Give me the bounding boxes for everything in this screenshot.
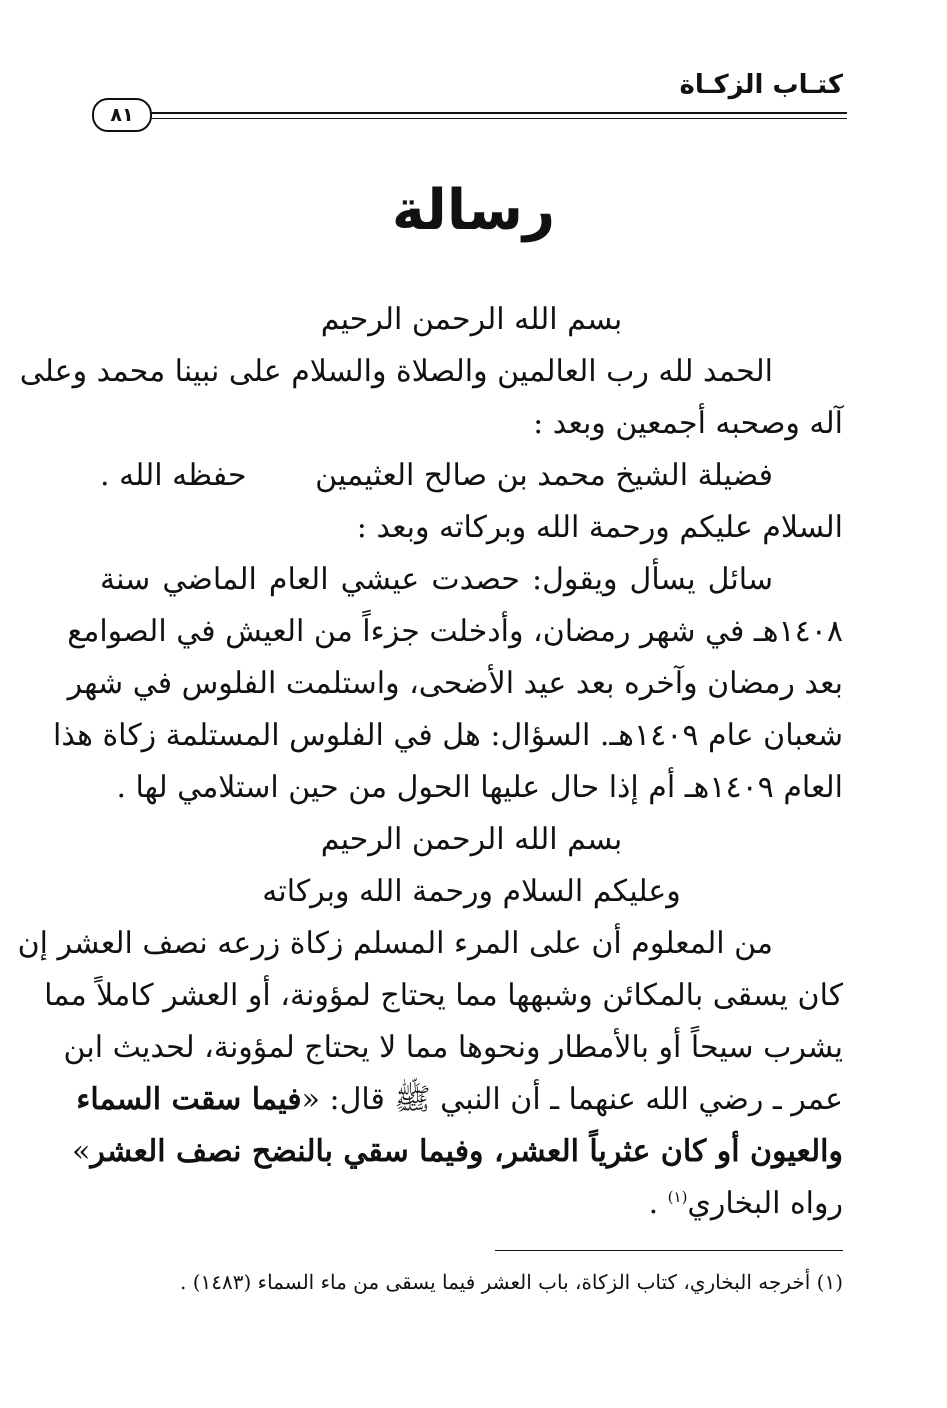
- narration-line: [100, 1178, 843, 1230]
- question-greeting: السلام عليكم ورحمة الله وبركاته وبعد :: [356, 510, 843, 545]
- section-title: رسالة: [391, 178, 556, 243]
- answer-line: كان يسقى بالمكائن وشبهها مما يحتاج لمؤونة، أو العشر كاملاً مما: [44, 978, 843, 1013]
- page-body: [17, 294, 843, 1230]
- question-body-line: سائل يسأل ويقول: حصدت عيشي العام الماضي سنة: [100, 562, 773, 597]
- answer-line: من المعلوم أن على المرء المسلم زكاة زرعه نصف العشر إن: [17, 926, 773, 961]
- question-body-line: شعبان عام ١٤٠٩هـ. السؤال: هل في الفلوس المستلمة زكاة هذا: [53, 718, 843, 753]
- answer-hadith-line: [71, 1126, 843, 1178]
- answer-basmala: بسم الله الرحمن الرحيم: [320, 822, 623, 857]
- question-body-line: بعد رمضان وآخره بعد عيد الأضحى، واستلمت الفلوس في شهر: [67, 666, 843, 701]
- hadith-text: والعيون أو كان عثرياً العشر، وفيما سقي بالنضح نصف العشر: [90, 1134, 843, 1169]
- answer-line: يشرب سيحاً أو بالأمطار ونحوها مما لا يحتاج لمؤونة، لحديث ابن: [63, 1030, 843, 1065]
- sheikh-name: فضيلة الشيخ محمد بن صالح العثيمين: [315, 458, 773, 493]
- question-basmala: بسم الله الرحمن الرحيم: [320, 302, 623, 337]
- hadith-intro: عمر ـ رضي الله عنهما ـ أن النبي ﷺ قال: «: [301, 1082, 843, 1117]
- narration-text: رواه البخاري: [687, 1186, 843, 1221]
- answer-hadith-line: [76, 1074, 843, 1126]
- header-rule: [148, 112, 847, 114]
- question-body-line: العام ١٤٠٩هـ أم إذا حال عليها الحول من حين استلامي لها .: [116, 770, 843, 805]
- sheikh-address-line: [100, 450, 843, 502]
- hadith-text: فيما سقت السماء: [76, 1082, 302, 1117]
- footnote-rule: [495, 1250, 843, 1251]
- narration-end: .: [648, 1186, 668, 1221]
- question-line: آله وصحبه أجمعين وبعد :: [533, 406, 843, 441]
- header-rule-thin: [148, 118, 847, 119]
- footnote: (١) أخرجه البخاري، كتاب الزكاة، باب العشر فيما يسقى من ماء السماء (١٤٨٣) .: [180, 1270, 843, 1294]
- running-title: كتـاب الزكـاة: [679, 70, 843, 100]
- page-number: ٨١: [92, 98, 152, 132]
- sheikh-prayer: حفظه الله .: [100, 458, 247, 493]
- hadith-close-quote: »: [71, 1134, 91, 1169]
- footnote-marker: (١): [667, 1188, 688, 1206]
- question-body-line: ١٤٠٨هـ في شهر رمضان، وأدخلت جزءاً من العيش في الصوامع: [67, 614, 843, 649]
- answer-greeting: وعليكم السلام ورحمة الله وبركاته: [262, 874, 681, 909]
- page-header: [0, 0, 947, 140]
- question-line: الحمد لله رب العالمين والصلاة والسلام على نبينا محمد وعلى: [19, 354, 773, 389]
